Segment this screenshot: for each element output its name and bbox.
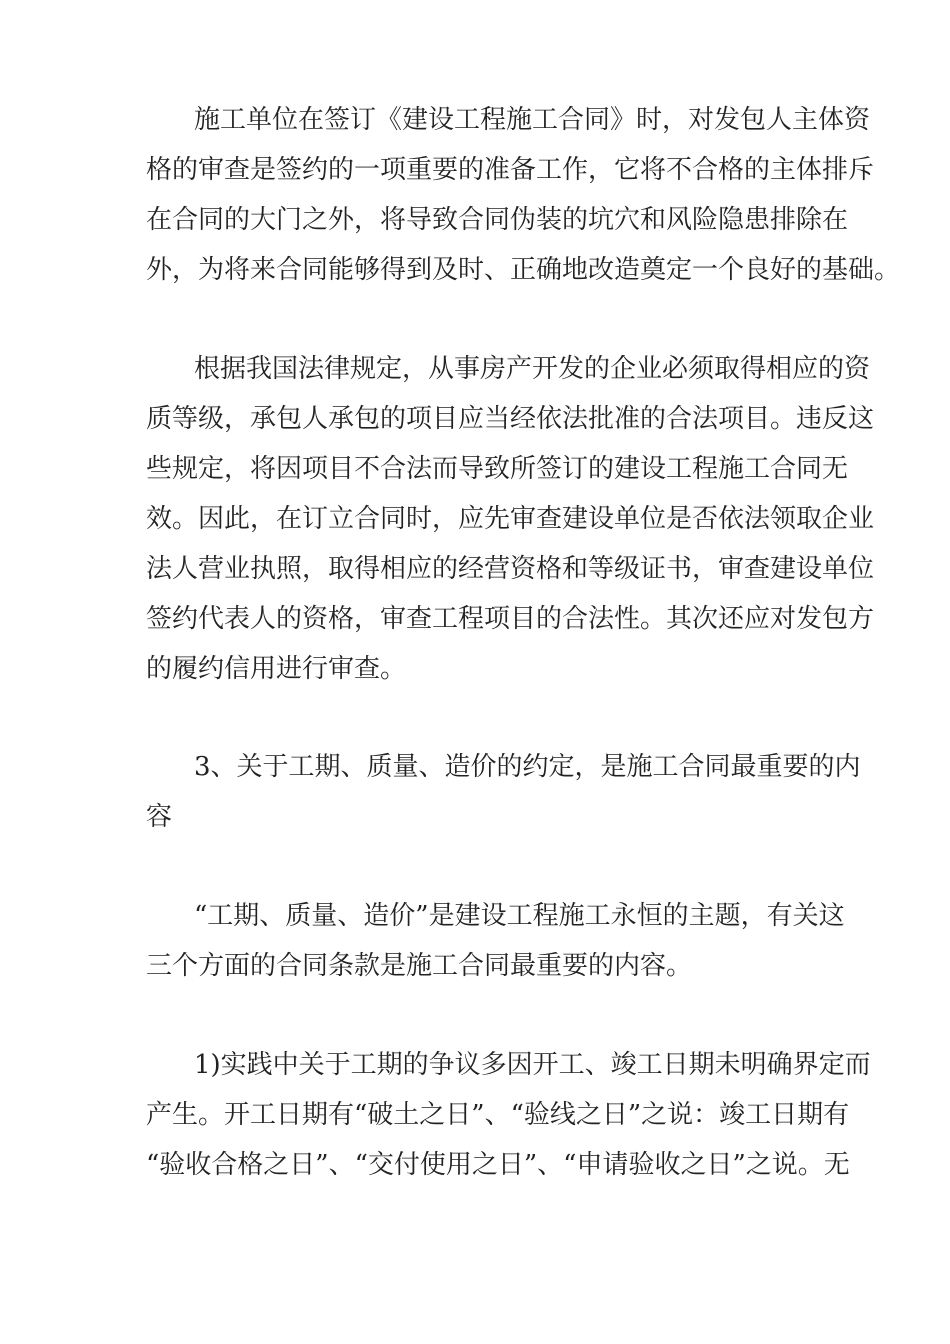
text-line: 容: [146, 802, 173, 832]
text-line: “验收合格之日”、“交付使用之日”、“申请验收之日”之说。无: [146, 1150, 850, 1180]
text-line: 些规定，将因项目不合法而导致所签订的建设工程施工合同无: [146, 454, 849, 484]
text-line: 质等级，承包人承包的项目应当经依法批准的合法项目。违反这: [146, 404, 875, 434]
text-line: 根据我国法律规定，从事房产开发的企业必须取得相应的资: [194, 354, 871, 384]
text-line: 在合同的大门之外，将导致合同伪装的坑穴和风险隐患排除在: [146, 205, 849, 235]
text-line: 三个方面的合同条款是施工合同最重要的内容。: [146, 951, 693, 981]
paragraph-schedule-disputes: [146, 1040, 871, 1190]
text-line: 产生。开工日期有“破土之日”、“验线之日”之说：竣工日期有: [146, 1100, 850, 1130]
paragraph-contract-review: [146, 95, 901, 295]
text-line: 签约代表人的资格，审查工程项目的合法性。其次还应对发包方: [146, 604, 875, 634]
text-line: 3、关于工期、质量、造价的约定，是施工合同最重要的内: [194, 752, 861, 782]
section-heading-3: [146, 742, 861, 842]
text-line: 的履约信用进行审查。: [146, 654, 407, 684]
text-line: 法人营业执照，取得相应的经营资格和等级证书，审查建设单位: [146, 554, 875, 584]
text-line: 施工单位在签订《建设工程施工合同》时，对发包人主体资: [194, 105, 871, 135]
text-line: 效。因此，在订立合同时，应先审查建设单位是否依法领取企业: [146, 504, 875, 534]
text-line: 格的审查是签约的一项重要的准备工作，它将不合格的主体排斥: [146, 155, 875, 185]
text-line: “工期、质量、造价”是建设工程施工永恒的主题，有关这: [194, 901, 845, 931]
paragraph-schedule-quality-cost: [146, 891, 845, 991]
text-line: 1)实践中关于工期的争议多因开工、竣工日期未明确界定而: [194, 1050, 871, 1080]
text-line: 外，为将来合同能够得到及时、正确地改造奠定一个良好的基础。: [146, 255, 901, 285]
paragraph-legal-requirements: [146, 344, 875, 694]
